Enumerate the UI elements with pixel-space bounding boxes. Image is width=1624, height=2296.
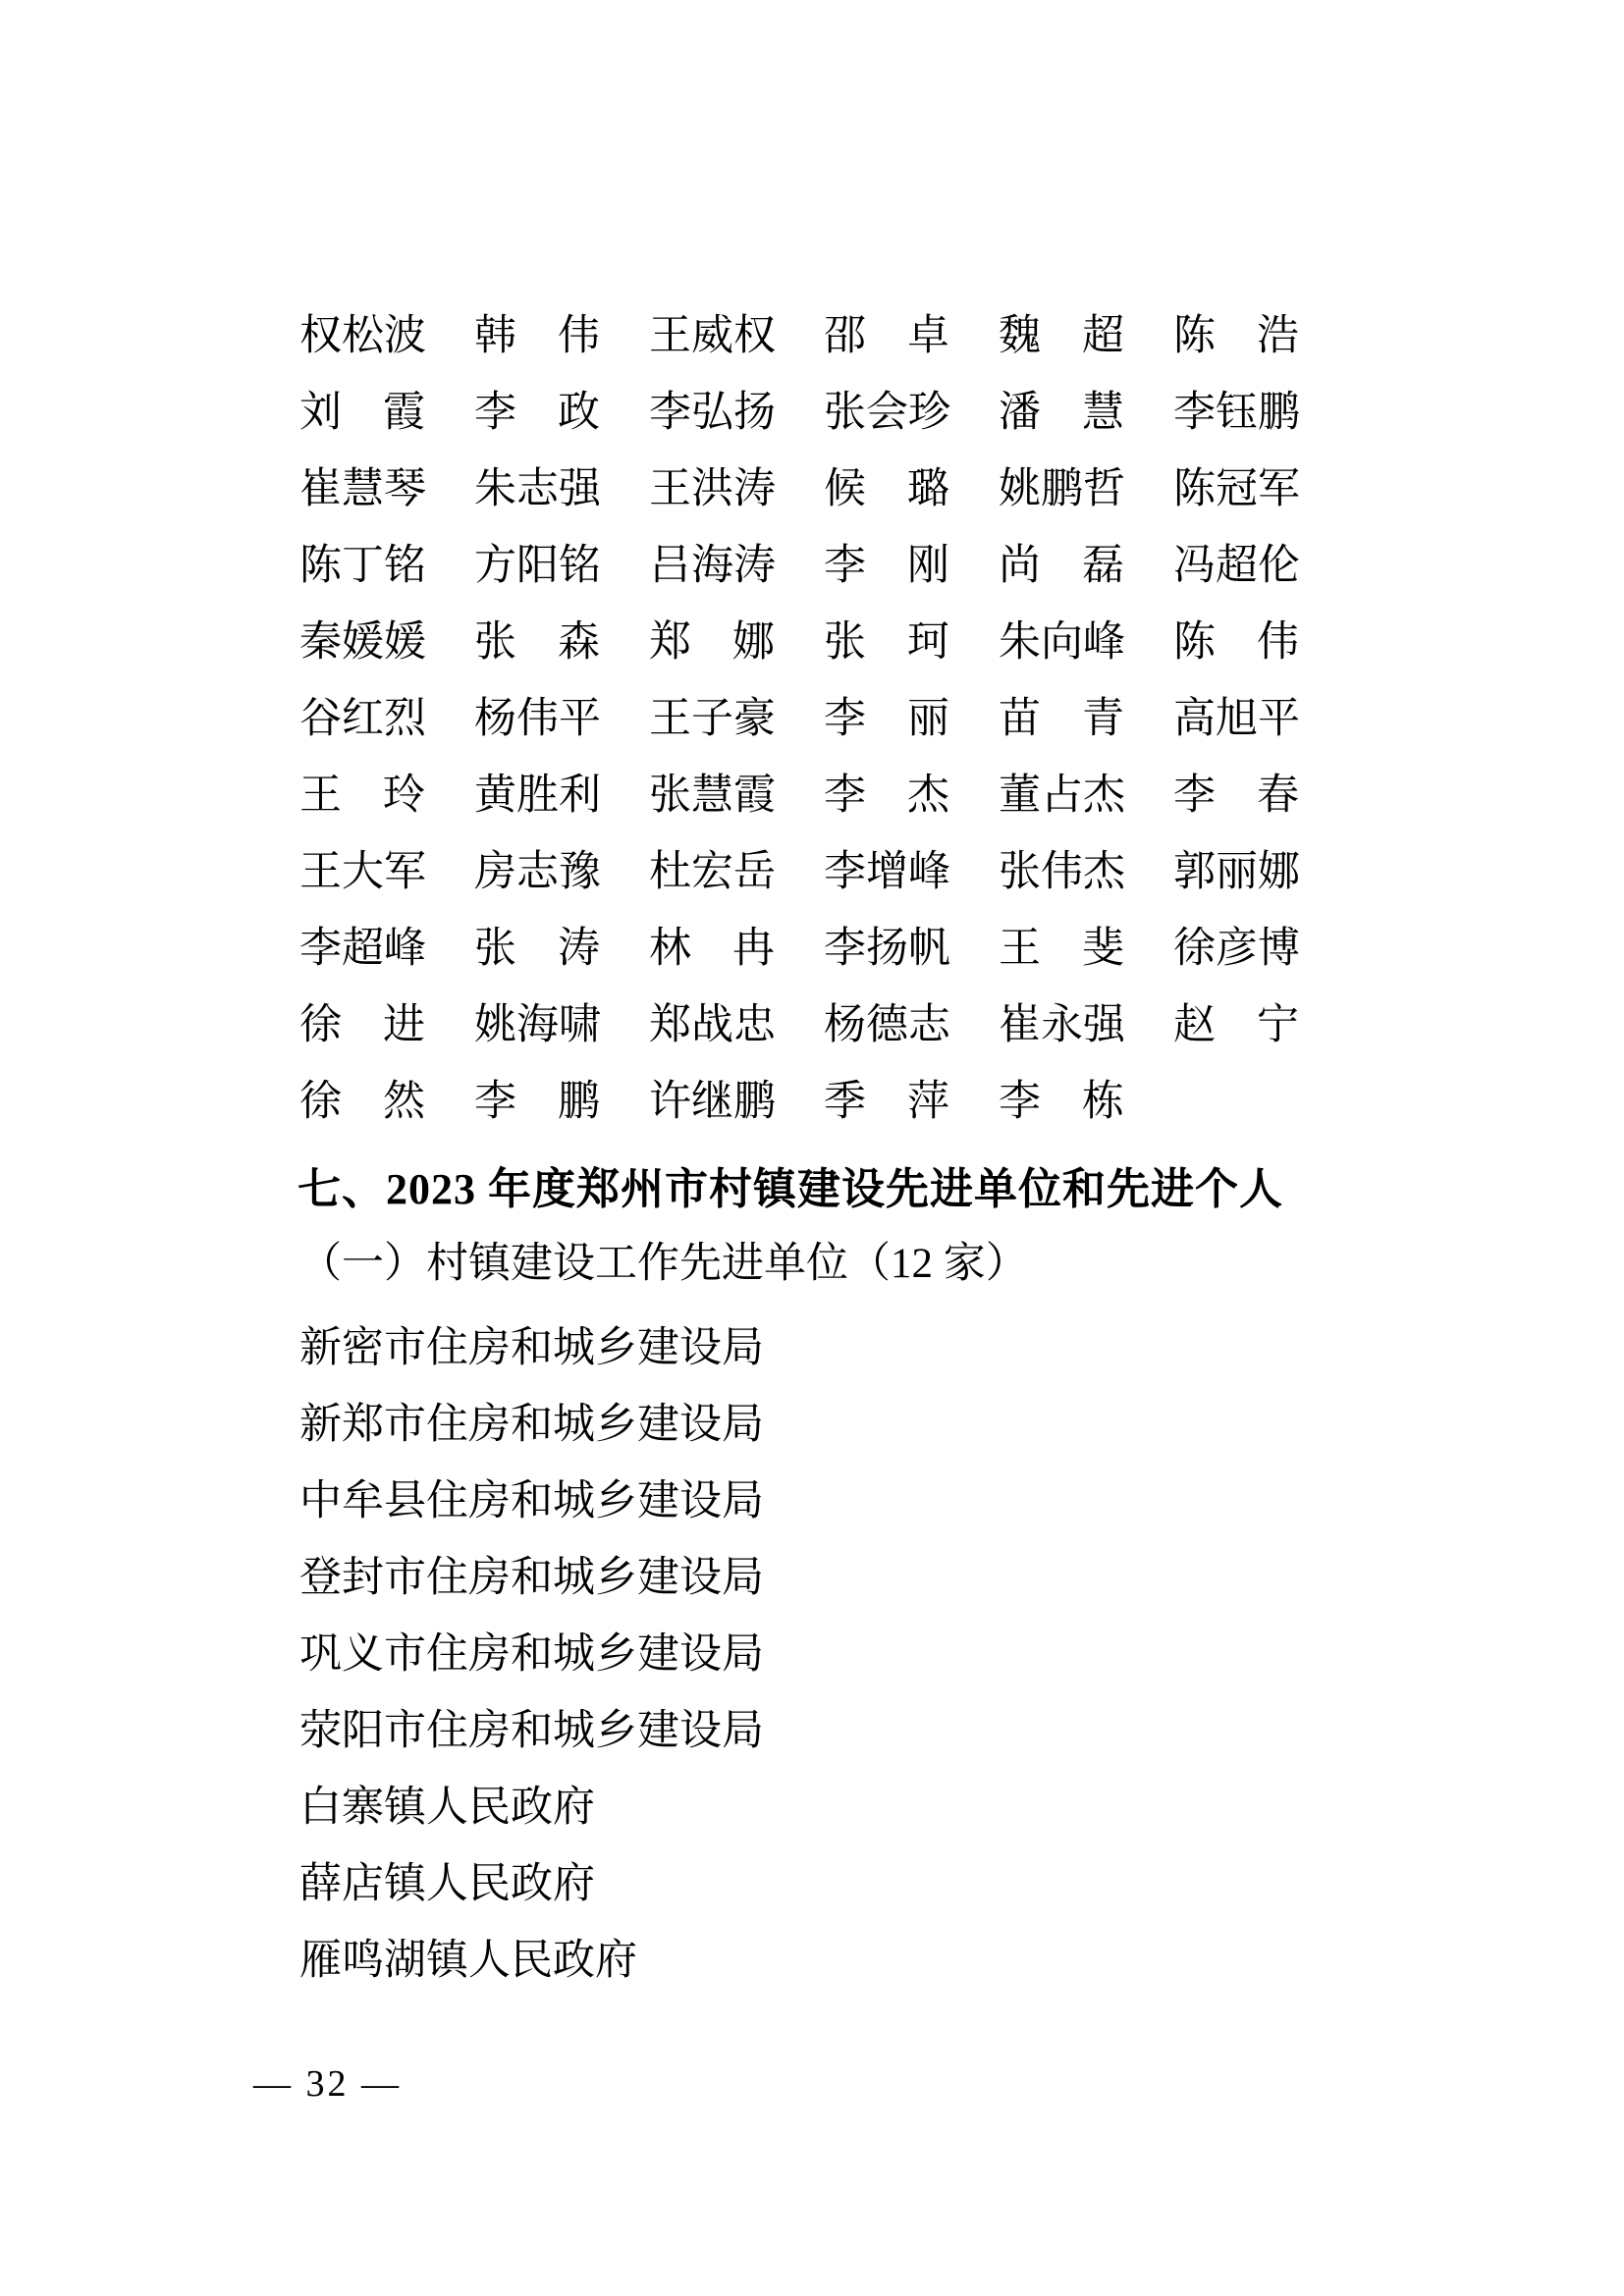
name-char: 李 (474, 389, 516, 436)
name-char: 郑 (649, 618, 691, 666)
unit-name: 荥阳市住房和城乡建设局 (299, 1707, 764, 1754)
name-char: 郭 (1173, 848, 1216, 895)
name-char: 鹏 (1041, 465, 1083, 512)
person-name (999, 1078, 1124, 1125)
person-name (649, 389, 776, 436)
person-name (474, 542, 601, 589)
name-char: 王 (649, 695, 691, 742)
name-char: 强 (559, 465, 601, 512)
unit-name: 登封市住房和城乡建设局 (299, 1554, 764, 1601)
person-name (824, 695, 949, 742)
name-char: 强 (1083, 1001, 1125, 1048)
name-char: 斐 (1082, 925, 1124, 972)
name-char: 谷 (299, 695, 342, 742)
name-char: 丁 (342, 542, 384, 589)
name-char: 娜 (1258, 848, 1300, 895)
person-name (824, 312, 949, 359)
person-name (299, 774, 425, 817)
name-char: 李 (1173, 389, 1216, 436)
name-char: 杜 (649, 848, 691, 895)
name-char: 媛 (384, 618, 426, 666)
name-char: 铭 (559, 542, 601, 589)
name-char: 玲 (383, 772, 425, 819)
name-char: 鹏 (1258, 389, 1300, 436)
name-char: 候 (824, 465, 866, 512)
person-name (474, 465, 601, 512)
name-char: 潘 (999, 389, 1041, 436)
person-name (474, 1078, 600, 1125)
name-char: 李 (824, 848, 866, 895)
name-char: 占 (1041, 772, 1083, 819)
name-char: 韩 (474, 312, 516, 359)
name-char: 方 (474, 542, 516, 589)
person-name (1173, 774, 1299, 817)
unit-name: 雁鸣湖镇人民政府 (299, 1937, 637, 1984)
person-name (1173, 1001, 1299, 1048)
name-char: 栋 (1082, 1078, 1124, 1125)
name-char: 继 (691, 1078, 733, 1125)
name-char: 扬 (733, 389, 776, 436)
name-char: 浩 (1257, 312, 1299, 359)
name-row (299, 451, 1348, 527)
name-char: 张 (474, 925, 516, 972)
name-char: 然 (383, 1078, 425, 1125)
name-char: 李 (649, 389, 691, 436)
name-char: 冠 (1216, 465, 1258, 512)
person-name (474, 774, 600, 817)
page-number: — 32 — (253, 2063, 402, 2105)
name-char: 磊 (1082, 542, 1124, 589)
name-row (299, 527, 1348, 604)
name-row (299, 680, 1348, 757)
name-char: 平 (559, 695, 601, 742)
name-char: 德 (866, 1001, 908, 1048)
name-char: 豪 (733, 695, 776, 742)
name-char: 弘 (691, 389, 733, 436)
name-char: 丽 (1216, 848, 1258, 895)
name-char: 永 (1041, 1001, 1083, 1048)
name-char: 高 (1173, 695, 1216, 742)
unit-name: 薛店镇人民政府 (299, 1860, 595, 1907)
name-char: 海 (691, 542, 733, 589)
name-char: 秦 (299, 618, 342, 666)
person-name (299, 618, 426, 666)
person-name (999, 774, 1124, 817)
name-char: 霞 (733, 772, 776, 819)
name-char: 大 (342, 848, 384, 895)
name-char: 铭 (384, 542, 426, 589)
name-row (299, 910, 1348, 987)
subsection-heading: （一）村镇建设工作先进单位（12 家） (299, 1241, 1028, 1287)
name-char: 峰 (908, 848, 950, 895)
person-name (299, 848, 426, 895)
name-char: 李 (824, 772, 866, 819)
name-char: 萍 (907, 1078, 949, 1125)
person-name (999, 389, 1124, 436)
person-name (474, 848, 601, 895)
person-name (1173, 848, 1300, 895)
name-char: 忠 (733, 1001, 776, 1048)
name-char: 陈 (299, 542, 342, 589)
name-char: 豫 (559, 848, 601, 895)
person-name (299, 925, 426, 972)
person-name (999, 618, 1125, 666)
person-name (1173, 542, 1300, 589)
name-char: 增 (866, 848, 908, 895)
name-char: 涛 (733, 542, 776, 589)
name-char: 伟 (516, 695, 559, 742)
name-char: 军 (1258, 465, 1300, 512)
person-name (649, 1078, 776, 1125)
name-char: 姚 (999, 465, 1041, 512)
unit-name: 新郑市住房和城乡建设局 (299, 1401, 764, 1448)
name-char: 张 (474, 618, 516, 666)
name-char: 崔 (299, 465, 342, 512)
name-char: 刘 (299, 389, 342, 436)
name-char: 涛 (733, 465, 776, 512)
person-name (299, 1001, 425, 1048)
name-char: 房 (474, 848, 516, 895)
person-name (999, 1001, 1125, 1048)
name-char: 娜 (732, 618, 775, 666)
person-name (824, 389, 950, 436)
name-char: 烈 (384, 695, 426, 742)
name-char: 刚 (907, 542, 949, 589)
name-char: 超 (342, 925, 384, 972)
name-char: 卓 (907, 312, 949, 359)
name-char: 王 (299, 772, 342, 819)
person-name (649, 774, 775, 817)
name-char: 吕 (649, 542, 691, 589)
person-name (299, 542, 426, 589)
person-name (999, 465, 1125, 512)
name-char: 黄 (474, 772, 516, 819)
person-name (824, 774, 949, 817)
name-char: 尚 (999, 542, 1041, 589)
name-char: 朱 (474, 465, 516, 512)
name-char: 李 (1173, 772, 1216, 819)
name-char: 徐 (1173, 925, 1216, 972)
name-char: 进 (383, 1001, 425, 1048)
person-name (999, 925, 1124, 972)
name-char: 哲 (1083, 465, 1125, 512)
name-char: 向 (1041, 618, 1083, 666)
name-char: 子 (691, 695, 733, 742)
name-char: 会 (866, 389, 908, 436)
person-name (299, 312, 426, 359)
name-char: 旭 (1216, 695, 1258, 742)
name-char: 阳 (516, 542, 559, 589)
name-char: 陈 (1173, 618, 1216, 666)
person-name (1173, 389, 1300, 436)
person-name (649, 1001, 776, 1048)
person-name (999, 542, 1124, 589)
name-char: 珂 (907, 618, 949, 666)
person-name (474, 695, 601, 742)
name-char: 邵 (824, 312, 866, 359)
name-char: 媛 (342, 618, 384, 666)
name-char: 志 (516, 848, 559, 895)
person-name (474, 389, 600, 436)
person-name (824, 465, 949, 512)
name-char: 陈 (1173, 312, 1216, 359)
person-name (999, 695, 1124, 742)
person-name (649, 848, 776, 895)
name-char: 杰 (1083, 848, 1125, 895)
person-name (1173, 925, 1300, 972)
unit-name: 新密市住房和城乡建设局 (299, 1324, 764, 1371)
name-char: 苗 (999, 695, 1041, 742)
name-char: 姚 (474, 1001, 516, 1048)
name-row (299, 987, 1348, 1063)
name-row (299, 757, 1348, 833)
name-char: 政 (558, 389, 600, 436)
name-char: 峰 (1083, 618, 1125, 666)
name-char: 冉 (732, 925, 775, 972)
name-char: 王 (999, 925, 1041, 972)
name-char: 海 (516, 1001, 559, 1048)
person-name (474, 312, 600, 359)
name-char: 慧 (342, 465, 384, 512)
name-char: 鹏 (558, 1078, 600, 1125)
person-name (474, 1001, 601, 1048)
name-char: 张 (649, 772, 691, 819)
name-char: 松 (342, 312, 384, 359)
person-name (299, 389, 425, 436)
name-char: 志 (908, 1001, 950, 1048)
name-char: 伦 (1258, 542, 1300, 589)
name-char: 琴 (384, 465, 426, 512)
name-row (299, 833, 1348, 910)
name-char: 超 (1082, 312, 1124, 359)
name-row (299, 1063, 1348, 1140)
name-char: 胜 (516, 772, 559, 819)
name-char: 春 (1257, 772, 1299, 819)
name-char: 张 (824, 618, 866, 666)
name-row (299, 297, 1348, 374)
name-char: 涛 (558, 925, 600, 972)
name-char: 杨 (824, 1001, 866, 1048)
name-char: 珍 (908, 389, 950, 436)
name-char: 波 (384, 312, 426, 359)
person-name (649, 925, 775, 972)
person-name (299, 465, 426, 512)
name-char: 王 (649, 312, 691, 359)
person-name (649, 312, 776, 359)
name-char: 博 (1258, 925, 1300, 972)
person-name (824, 542, 949, 589)
name-char: 威 (691, 312, 733, 359)
person-name (999, 312, 1124, 359)
name-char: 朱 (999, 618, 1041, 666)
person-name (649, 465, 776, 512)
section-heading: 七、2023 年度郑州市村镇建设先进单位和先进个人 (298, 1165, 1283, 1213)
name-char: 霞 (383, 389, 425, 436)
name-char: 许 (649, 1078, 691, 1125)
person-name (999, 848, 1125, 895)
name-char: 郑 (649, 1001, 691, 1048)
name-char: 王 (649, 465, 691, 512)
name-char: 峰 (384, 925, 426, 972)
name-char: 林 (649, 925, 691, 972)
person-name (649, 695, 776, 742)
name-char: 扬 (866, 925, 908, 972)
name-char: 张 (999, 848, 1041, 895)
person-name (824, 618, 949, 666)
name-char: 宁 (1257, 1001, 1299, 1048)
name-char: 啸 (559, 1001, 601, 1048)
name-char: 李 (299, 925, 342, 972)
name-char: 李 (824, 925, 866, 972)
name-char: 张 (824, 389, 866, 436)
name-char: 杰 (1083, 772, 1125, 819)
name-char: 权 (299, 312, 342, 359)
name-char: 权 (733, 312, 776, 359)
name-char: 陈 (1173, 465, 1216, 512)
person-name (649, 542, 776, 589)
name-char: 森 (558, 618, 600, 666)
advanced-unit-list (299, 1309, 764, 1999)
name-char: 青 (1082, 695, 1124, 742)
person-name (299, 1078, 425, 1125)
name-char: 伟 (558, 312, 600, 359)
name-char: 宏 (691, 848, 733, 895)
name-char: 洪 (691, 465, 733, 512)
name-char: 军 (384, 848, 426, 895)
name-char: 超 (1216, 542, 1258, 589)
name-char: 红 (342, 695, 384, 742)
name-char: 岳 (733, 848, 776, 895)
unit-name: 白寨镇人民政府 (299, 1784, 595, 1831)
person-name (824, 1001, 950, 1048)
person-name (824, 848, 950, 895)
unit-name: 巩义市住房和城乡建设局 (299, 1630, 764, 1678)
name-char: 董 (999, 772, 1041, 819)
person-name (474, 618, 600, 666)
name-char: 帆 (908, 925, 950, 972)
name-char: 李 (474, 1078, 516, 1125)
name-char: 赵 (1173, 1001, 1216, 1048)
name-char: 李 (824, 542, 866, 589)
name-char: 鹏 (733, 1078, 776, 1125)
name-row (299, 374, 1348, 451)
unit-name: 中牟县住房和城乡建设局 (299, 1477, 764, 1524)
person-name (1173, 312, 1299, 359)
person-name (649, 618, 775, 666)
name-char: 伟 (1257, 618, 1299, 666)
person-name (474, 925, 600, 972)
name-char: 李 (999, 1078, 1041, 1125)
name-char: 王 (299, 848, 342, 895)
name-char: 魏 (999, 312, 1041, 359)
person-name (299, 695, 426, 742)
person-name (1173, 695, 1300, 742)
name-char: 李 (824, 695, 866, 742)
name-char: 志 (516, 465, 559, 512)
name-char: 季 (824, 1078, 866, 1125)
name-char: 璐 (907, 465, 949, 512)
person-name (1173, 618, 1299, 666)
name-char: 平 (1258, 695, 1300, 742)
name-char: 丽 (907, 695, 949, 742)
name-char: 伟 (1041, 848, 1083, 895)
name-char: 杰 (907, 772, 949, 819)
name-char: 彦 (1216, 925, 1258, 972)
person-name (824, 1078, 949, 1125)
name-char: 崔 (999, 1001, 1041, 1048)
name-char: 杨 (474, 695, 516, 742)
name-char: 利 (559, 772, 601, 819)
name-char: 徐 (299, 1078, 342, 1125)
person-name (824, 925, 950, 972)
name-row (299, 604, 1348, 680)
name-char: 徐 (299, 1001, 342, 1048)
name-char: 冯 (1173, 542, 1216, 589)
name-char: 战 (691, 1001, 733, 1048)
name-char: 钰 (1216, 389, 1258, 436)
person-name (1173, 465, 1300, 512)
awardee-name-grid (299, 297, 1348, 1140)
name-char: 慧 (691, 772, 733, 819)
name-char: 慧 (1082, 389, 1124, 436)
